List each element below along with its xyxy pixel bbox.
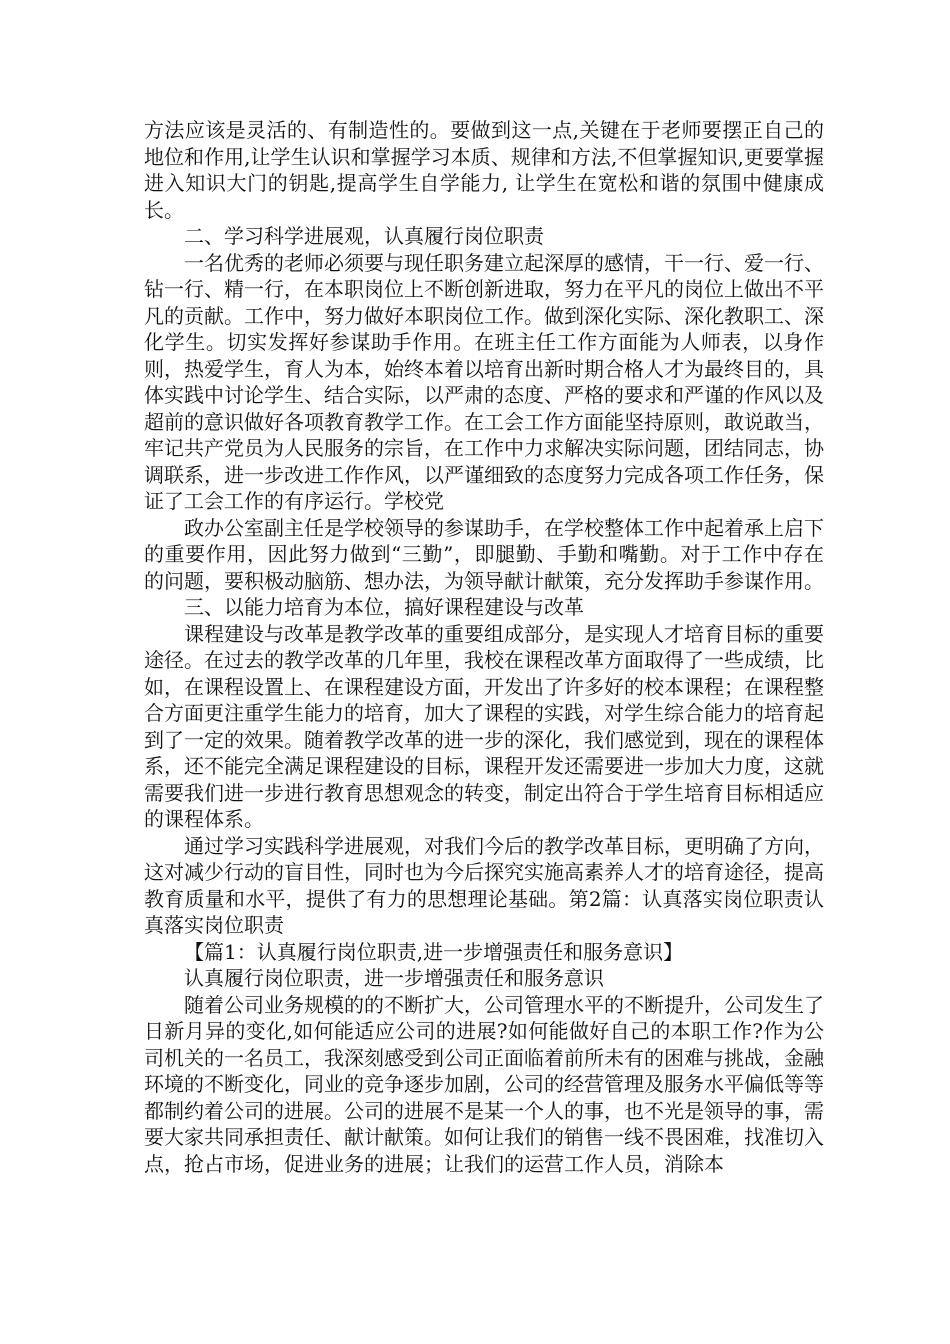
body-paragraph: 一名优秀的老师必须要与现任职务建立起深厚的感情，干一行、爱一行、钻一行、精一行，在本职岗位上不断创新进取，努力在平凡的岗位上做出不平凡的贡献。工作中，努力做好本职岗位工作。做到深化实际、深化教职工、深化学生。切实发挥好参谋助手作用。在班主任工作方面能为人师表，以身作则，热爱学生，育人为本，始终本着以培育出新时期合格人才为最终目的，具体实践中讨论学生、结合实际，以严肃的态度、严格的要求和严谨的作风以及超前的意识做好各项教育教学工作。在工会工作方面能坚持原则，敢说敢当，牢记共产党员为人民服务的宗旨，在工作中力求解决实际问题，团结同志，协调联系，进一步改进工作作风，以严谨细致的态度努力完成各项工作任务，保证了工会工作的有序运行。学校党 — [144, 250, 824, 513]
section-heading-two: 二、学习科学进展观，认真履行岗位职责 — [184, 224, 544, 248]
article-title: 【篇1：认真履行岗位职责,进一步增强责任和服务意识】 — [184, 939, 684, 964]
body-paragraph: 通过学习实践科学进展观，对我们今后的教学改革目标，更明确了方向，这对减少行动的盲目性，同时也为今后探究实施高素养人才的培育途径，提高教育质量和水平，提供了有力的思想理论基础。第2篇：认真落实岗位职责认真落实岗位职责 — [144, 833, 824, 937]
document-page — [144, 117, 824, 1177]
section-heading-three: 三、以能力培育为本位，搞好课程建设与改革 — [184, 595, 584, 619]
paragraph-continued: 方法应该是灵活的、有制造性的。要做到这一点,关键在于老师要摆正自己的地位和作用,让学生认识和掌握学习本质、规律和方法,不但掌握知识,更要掌握进入知识大门的钥匙,提高学生自学能力, 让学生在宽松和谐的氛围中健康成长。 — [144, 118, 824, 222]
body-paragraph: 课程建设与改革是教学改革的重要组成部分，是实现人才培育目标的重要途径。在过去的教学改革的几年里，我校在课程改革方面取得了一些成绩，比如，在课程设置上、在课程建设方面，开发出了许多好的校本课程；在课程整合方面更注重学生能力的培育，加大了课程的实践，对学生综合能力的培育起到了一定的效果。随着教学改革的进一步的深化，我们感觉到，现在的课程体系，还不能完全满足课程建设的目标，课程开发还需要进一步加大力度，这就需要我们进一步进行教育思想观念的转变，制定出符合于学生培育目标相适应的课程体系。 — [144, 621, 824, 831]
body-paragraph: 政办公室副主任是学校领导的参谋助手，在学校整体工作中起着承上启下的重要作用，因此努力做到“三勤”，即腿勤、手勤和嘴勤。对于工作中存在的问题，要积极动脑筋、想办法，为领导献计献策，充分发挥助手参谋作用。 — [144, 515, 824, 593]
body-paragraph: 随着公司业务规模的的不断扩大，公司管理水平的不断提升，公司发生了日新月异的变化,如何能适应公司的进展?如何能做好自己的本职工作?作为公司机关的一名员工，我深刻感受到公司正面临着前所未有的困难与挑战，金融环境的不断变化，同业的竞争逐步加剧，公司的经营管理及服务水平偏低等等都制约着公司的进展。公司的进展不是某一个人的事，也不光是领导的事，需要大家共同承担责任、献计献策。如何让我们的销售一线不畏困难，找准切入点，抢占市场，促进业务的进展；让我们的运营工作人员，消除本 — [144, 992, 824, 1176]
article-subtitle: 认真履行岗位职责，进一步增强责任和服务意识 — [184, 966, 604, 990]
